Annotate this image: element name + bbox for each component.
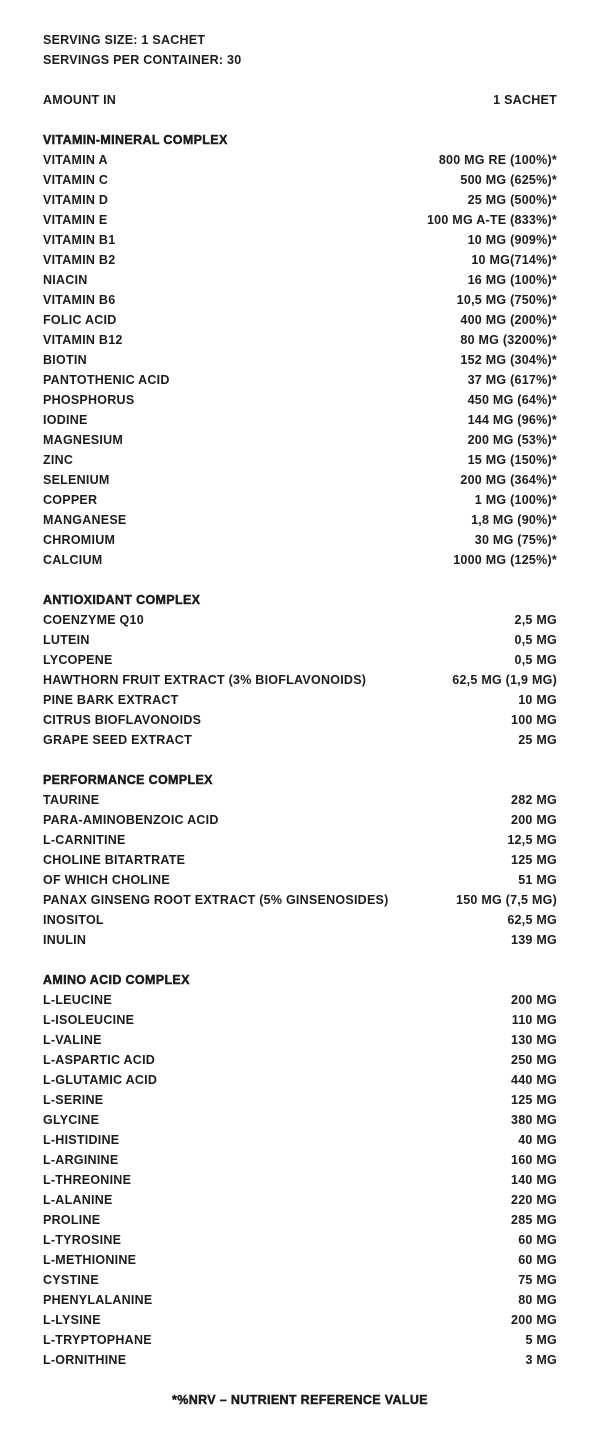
servings-per-container-line [43, 50, 557, 70]
nutrient-row [43, 410, 557, 430]
nutrient-name: VITAMIN D [43, 193, 109, 207]
nutrient-amount: 37 MG (617%)* [467, 373, 557, 387]
section-title-text: ANTIOXIDANT COMPLEX [43, 593, 201, 607]
nutrient-name: INOSITOL [43, 913, 104, 927]
nutrient-amount: 160 MG [511, 1153, 557, 1167]
nutrient-row [43, 730, 557, 750]
nutrient-name: L-THREONINE [43, 1173, 132, 1187]
nutrient-row [43, 270, 557, 290]
nutrient-row [43, 370, 557, 390]
nutrient-row [43, 1150, 557, 1170]
nutrient-amount: 2,5 MG [514, 613, 557, 627]
nutrient-name: VITAMIN B6 [43, 293, 116, 307]
nutrient-row [43, 1070, 557, 1090]
nutrient-amount: 130 MG [511, 1033, 557, 1047]
nutrient-name: NIACIN [43, 273, 88, 287]
nutrient-name: GRAPE SEED EXTRACT [43, 733, 192, 747]
nutrient-row [43, 910, 557, 930]
nutrient-name: PANTOTHENIC ACID [43, 373, 170, 387]
nutrient-amount: 62,5 MG (1,9 MG) [452, 673, 557, 687]
nutrient-name: L-HISTIDINE [43, 1133, 120, 1147]
nutrient-row [43, 170, 557, 190]
section [43, 750, 557, 950]
nutrient-name: L-ARGININE [43, 1153, 119, 1167]
nutrient-amount: 30 ΜG (75%)* [474, 533, 557, 547]
nutrient-row [43, 150, 557, 170]
nutrient-amount: 100 MG A-TE (833%)* [426, 213, 557, 227]
nutrient-amount: 125 MG [511, 1093, 557, 1107]
nutrient-name: L-ASPARTIC ACID [43, 1053, 156, 1067]
nutrient-amount: 25 MG [518, 733, 557, 747]
nutrient-row [43, 890, 557, 910]
nutrient-amount: 51 MG [518, 873, 557, 887]
nutrient-amount: 440 MG [511, 1073, 557, 1087]
nutrient-row [43, 350, 557, 370]
nutrient-row [43, 1230, 557, 1250]
nutrient-row [43, 450, 557, 470]
nutrient-amount: 60 MG [518, 1253, 557, 1267]
nutrient-row [43, 1290, 557, 1310]
nutrient-row [43, 1030, 557, 1050]
nutrient-row [43, 1250, 557, 1270]
nutrient-row [43, 430, 557, 450]
nutrient-name: SELENIUM [43, 473, 110, 487]
nutrient-amount: 0,5 MG [514, 633, 557, 647]
nutrient-row [43, 690, 557, 710]
section-title [43, 770, 557, 790]
nutrient-amount: 800 ΜG RE (100%)* [438, 153, 557, 167]
nutrient-name: L-SERINE [43, 1093, 104, 1107]
nutrient-row [43, 190, 557, 210]
nutrient-name: TAURINE [43, 793, 100, 807]
nutrient-amount: 10 MG (909%)* [467, 233, 557, 247]
nutrient-name: MAGNESIUM [43, 433, 124, 447]
nutrient-amount: 1 MG (100%)* [474, 493, 557, 507]
nutrient-amount: 150 MG (7,5 MG) [456, 893, 557, 907]
section-title [43, 130, 557, 150]
nutrient-name: VITAMIN A [43, 153, 108, 167]
nutrient-row [43, 1190, 557, 1210]
nutrient-row [43, 290, 557, 310]
nutrient-amount: 10,5 MG (750%)* [456, 293, 557, 307]
nrv-footnote: *%NRV – NUTRIENT REFERENCE VALUE [172, 1393, 428, 1407]
spacer [43, 70, 557, 90]
nutrient-amount: 75 MG [518, 1273, 557, 1287]
nutrient-row [43, 710, 557, 730]
nutrient-row [43, 390, 557, 410]
nutrient-name: HAWTHORN FRUIT EXTRACT (3% BIOFLAVONOIDS) [43, 673, 367, 687]
nutrient-name: PARA-AMINOBENZOIC ACID [43, 813, 219, 827]
nutrient-row [43, 1210, 557, 1230]
nutrient-row [43, 670, 557, 690]
section-title-text: PERFORMANCE COMPLEX [43, 773, 213, 787]
nutrient-amount: 380 MG [511, 1113, 557, 1127]
section-title [43, 590, 557, 610]
nutrient-row [43, 790, 557, 810]
nutrient-row [43, 230, 557, 250]
nutrient-name: PANAX GINSENG ROOT EXTRACT (5% GINSENOSIDES) [43, 893, 389, 907]
nutrient-name: CITRUS BIOFLAVONOIDS [43, 713, 202, 727]
nutrient-row [43, 1110, 557, 1130]
servings-per-container-text: SERVINGS PER CONTAINER: 30 [43, 53, 242, 67]
nutrient-name: L-TYROSINE [43, 1233, 122, 1247]
nutrient-row [43, 1330, 557, 1350]
nutrient-amount: 40 MG [518, 1133, 557, 1147]
nutrient-name: ZINC [43, 453, 74, 467]
nutrient-name: CALCIUM [43, 553, 103, 567]
nutrient-name: COENZYME Q10 [43, 613, 144, 627]
nutrient-name: L-LYSINE [43, 1313, 101, 1327]
nutrient-name: CHOLINE BITARTRATE [43, 853, 186, 867]
nutrient-amount: 200 MG (53%)* [467, 433, 557, 447]
nutrient-name: COPPER [43, 493, 98, 507]
nutrient-row [43, 870, 557, 890]
nutrient-name: MANGANESE [43, 513, 127, 527]
nutrient-amount: 10 MG(714%)* [471, 253, 557, 267]
nutrient-row [43, 550, 557, 570]
nutrient-name: L-ISOLEUCINE [43, 1013, 135, 1027]
nutrient-row [43, 530, 557, 550]
nutrient-amount: 15 MG (150%)* [467, 453, 557, 467]
nutrient-row [43, 930, 557, 950]
sachet-column-label: 1 SACHET [493, 93, 557, 107]
nutrient-row [43, 1090, 557, 1110]
nutrient-sections [43, 110, 557, 1370]
nutrient-amount: 12,5 MG [507, 833, 557, 847]
nutrient-amount: 140 MG [511, 1173, 557, 1187]
nutrient-row [43, 510, 557, 530]
nutrient-amount: 0,5 MG [514, 653, 557, 667]
nutrient-name: L-VALINE [43, 1033, 102, 1047]
nutrient-row [43, 1310, 557, 1330]
section-title [43, 970, 557, 990]
nutrient-amount: 400 ΜG (200%)* [460, 313, 557, 327]
nutrient-amount: 200 MG [511, 1313, 557, 1327]
section [43, 950, 557, 1370]
nutrient-row [43, 470, 557, 490]
nutrient-amount: 62,5 MG [507, 913, 557, 927]
nutrient-name: PHOSPHORUS [43, 393, 135, 407]
nutrient-amount: 125 MG [511, 853, 557, 867]
nutrient-amount: 100 MG [511, 713, 557, 727]
nutrient-name: INULIN [43, 933, 87, 947]
nutrient-row [43, 1170, 557, 1190]
nutrient-name: L-ALANINE [43, 1193, 113, 1207]
nutrient-row [43, 330, 557, 350]
nutrient-amount: 1000 MG (125%)* [453, 553, 557, 567]
nutrient-row [43, 1350, 557, 1370]
nutrient-amount: 25 ΜG (500%)* [467, 193, 557, 207]
footnote-row [43, 1370, 557, 1410]
nutrient-amount: 139 MG [511, 933, 557, 947]
nutrient-name: L-CARNITINE [43, 833, 126, 847]
section [43, 570, 557, 750]
nutrient-name: L-GLUTAMIC ACID [43, 1073, 158, 1087]
nutrient-name: VITAMIN B2 [43, 253, 116, 267]
section-title-text: VITAMIN-MINERAL COMPLEX [43, 133, 228, 147]
nutrient-name: FOLIC ACID [43, 313, 117, 327]
serving-size-line [43, 30, 557, 50]
nutrient-amount: 500 MG (625%)* [460, 173, 557, 187]
nutrient-amount: 1,8 MG (90%)* [471, 513, 557, 527]
section [43, 110, 557, 570]
nutrient-amount: 200 MG [511, 993, 557, 1007]
nutrient-row [43, 990, 557, 1010]
nutrient-amount: 16 MG (100%)* [467, 273, 557, 287]
nutrient-name: PROLINE [43, 1213, 101, 1227]
nutrient-row [43, 250, 557, 270]
nutrient-amount: 80 ΜG (3200%)* [460, 333, 557, 347]
nutrient-name: L-ORNITHINE [43, 1353, 127, 1367]
section-title-text: AMINO ACID COMPLEX [43, 973, 190, 987]
nutrient-row [43, 1050, 557, 1070]
nutrient-name: L-METHIONINE [43, 1253, 137, 1267]
nutrient-amount: 250 MG [511, 1053, 557, 1067]
nutrient-name: PHENYLALANINE [43, 1293, 153, 1307]
nutrient-row [43, 1130, 557, 1150]
nutrient-amount: 144 ΜG (96%)* [467, 413, 557, 427]
nutrient-row [43, 630, 557, 650]
nutrient-row [43, 850, 557, 870]
nutrient-amount: 10 MG [518, 693, 557, 707]
amount-in-label: AMOUNT IN [43, 93, 117, 107]
nutrient-name: VITAMIN C [43, 173, 109, 187]
nutrient-name: CYSTINE [43, 1273, 99, 1287]
nutrient-name: VITAMIN B12 [43, 333, 123, 347]
nutrient-amount: 200 MG [511, 813, 557, 827]
nutrient-name: L-LEUCINE [43, 993, 112, 1007]
nutrient-row [43, 1270, 557, 1290]
nutrient-name: LYCOPENE [43, 653, 113, 667]
nutrient-row [43, 610, 557, 630]
nutrient-amount: 3 MG [525, 1353, 557, 1367]
nutrient-amount: 80 MG [518, 1293, 557, 1307]
nutrient-name: CHROMIUM [43, 533, 116, 547]
nutrient-name: GLYCINE [43, 1113, 100, 1127]
nutrient-name: IODINE [43, 413, 88, 427]
nutrient-row [43, 310, 557, 330]
nutrient-name: L-TRYPTOPHANE [43, 1333, 152, 1347]
amount-header-row [43, 90, 557, 110]
nutrient-name: PINE BARK EXTRACT [43, 693, 179, 707]
nutrient-name: BIOTIN [43, 353, 87, 367]
nutrient-name: VITAMIN B1 [43, 233, 116, 247]
nutrient-amount: 152 ΜG (304%)* [460, 353, 557, 367]
nutrient-row [43, 210, 557, 230]
nutrient-row [43, 650, 557, 670]
nutrient-amount: 282 MG [511, 793, 557, 807]
nutrient-amount: 5 MG [525, 1333, 557, 1347]
nutrient-amount: 110 MG [511, 1013, 557, 1027]
nutrient-row [43, 1010, 557, 1030]
nutrient-amount: 220 MG [511, 1193, 557, 1207]
nutrient-amount: 450 MG (64%)* [467, 393, 557, 407]
nutrient-name: VITAMIN E [43, 213, 108, 227]
nutrient-amount: 285 MG [511, 1213, 557, 1227]
nutrient-amount: 200 ΜG (364%)* [460, 473, 557, 487]
nutrient-row [43, 810, 557, 830]
nutrient-amount: 60 MG [518, 1233, 557, 1247]
nutrient-row [43, 830, 557, 850]
nutrient-row [43, 490, 557, 510]
nutrient-name: OF WHICH CHOLINE [43, 873, 170, 887]
serving-size-text: SERVING SIZE: 1 SACHET [43, 33, 206, 47]
nutrient-name: LUTEIN [43, 633, 90, 647]
